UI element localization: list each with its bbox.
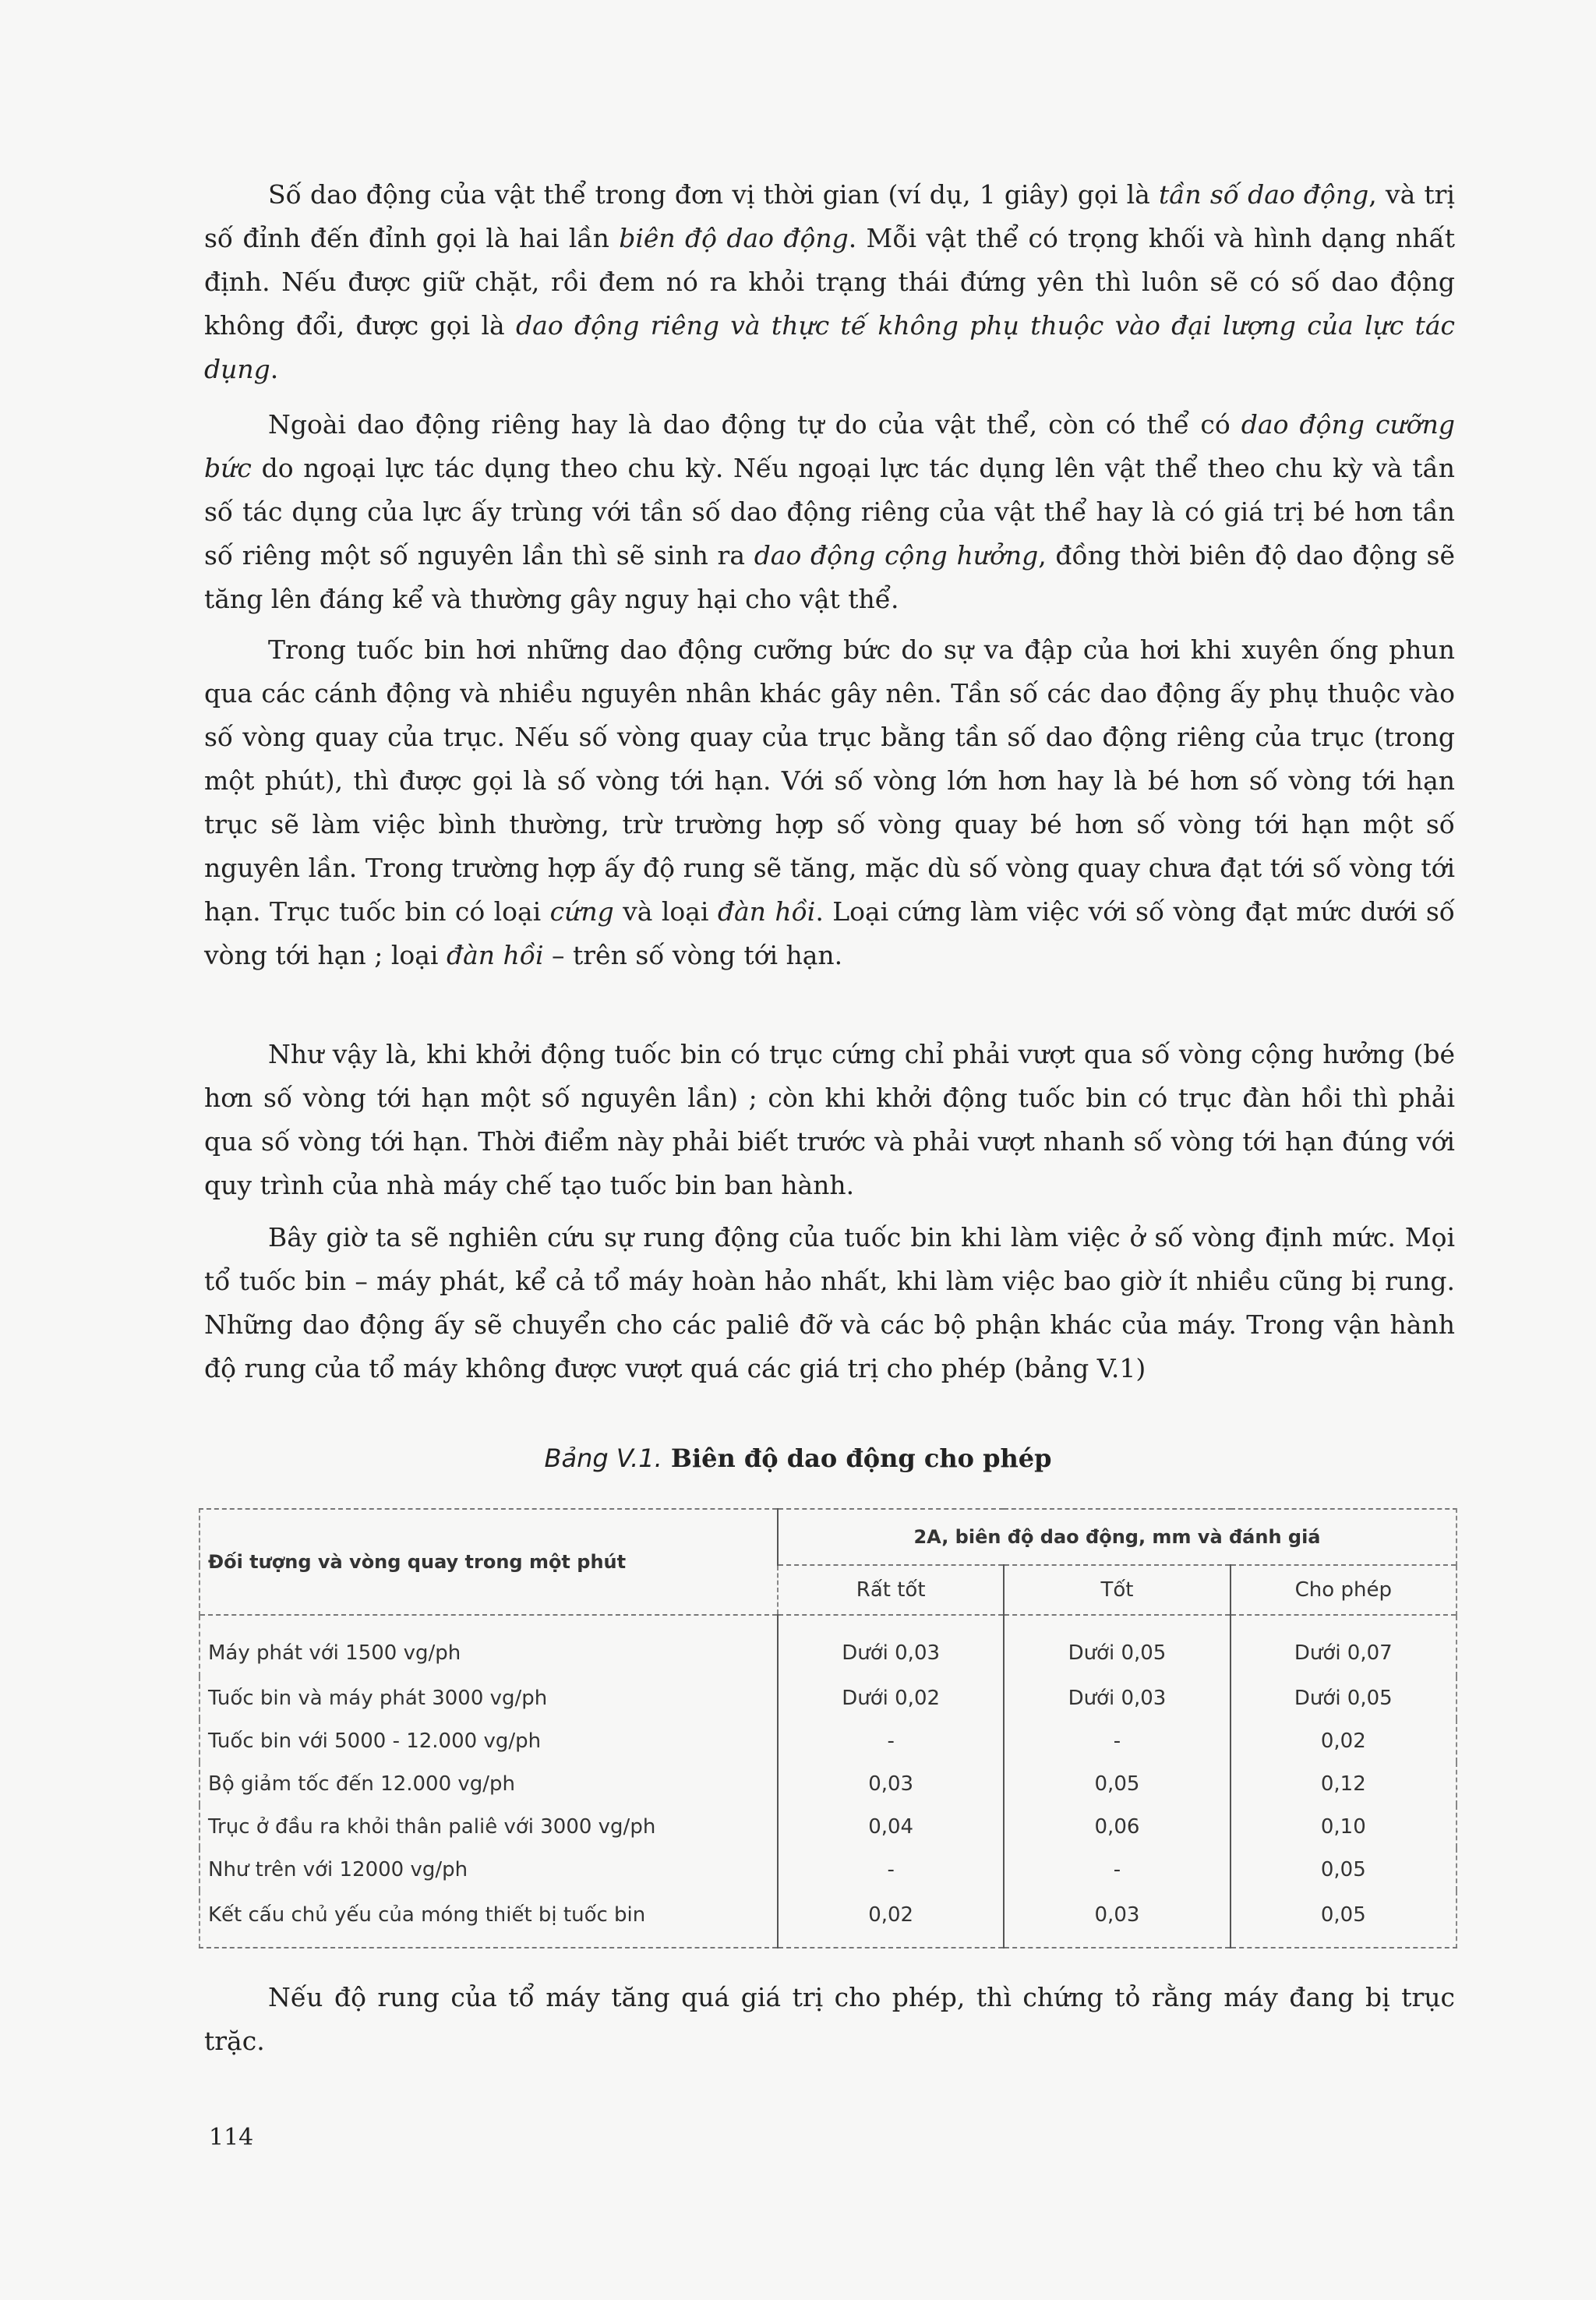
table-row: [200, 1805, 1457, 1848]
p3-text-3: . Loại cứng làm việc với số vòng đạt mức dưới số vòng tới hạn ; loại: [204, 896, 1455, 970]
row-object: Tuốc bin và máy phát 3000 vg/ph: [200, 1676, 778, 1719]
cell-good: Dưới 0,05: [1004, 1615, 1230, 1676]
cell-good: 0,05: [1004, 1762, 1230, 1805]
cell-very-good: 0,02: [778, 1891, 1004, 1948]
vibration-table: [199, 1508, 1457, 1948]
table-caption-title: Biên độ dao động cho phép: [670, 1443, 1052, 1473]
cell-good: 0,03: [1004, 1891, 1230, 1948]
row-object: Kết cấu chủ yếu của móng thiết bị tuốc bin: [200, 1891, 778, 1948]
p2-text-1: Ngoài dao động riêng hay là dao động tự do của vật thể, còn có thể có: [268, 409, 1241, 440]
table-caption: [0, 1443, 1596, 1473]
cell-allowed: Dưới 0,05: [1231, 1676, 1457, 1719]
table-container: [199, 1508, 1457, 1948]
table-row: [200, 1891, 1457, 1948]
header-very-good: Rất tốt: [778, 1565, 1004, 1615]
table-caption-label: Bảng V.1.: [544, 1443, 662, 1473]
paragraph-1: [204, 173, 1455, 391]
p1-text-1: Số dao động của vật thể trong đơn vị thời gian (ví dụ, 1 giây) gọi là: [268, 179, 1159, 210]
header-allowed: Cho phép: [1231, 1565, 1457, 1615]
table-row: [200, 1762, 1457, 1805]
p3-italic-2: đàn hồi: [717, 896, 816, 927]
p1-text-2: , và trị số đỉnh đến đỉnh gọi là hai lần: [204, 179, 1455, 253]
cell-allowed: 0,05: [1231, 1848, 1457, 1891]
cell-very-good: 0,03: [778, 1762, 1004, 1805]
cell-very-good: -: [778, 1719, 1004, 1762]
paragraph-5: Bây giờ ta sẽ nghiên cứu sự rung động của tuốc bin khi làm việc ở số vòng định mức. Mọi tổ tuốc bin – máy phát, kể cả tổ máy hoàn hảo nhất, khi làm việc bao giờ ít nhiều cũng bị rung. Những dao động ấy sẽ chuyển cho các paliê đỡ và các bộ phận khác của máy. Trong vận hành độ rung của tổ máy không được vượt quá các giá trị cho phép (bảng V.1): [204, 1222, 1455, 1383]
row-object: Trục ở đầu ra khỏi thân paliê với 3000 vg/ph: [200, 1805, 778, 1848]
p3-text-4: – trên số vòng tới hạn.: [543, 940, 843, 970]
table-row: [200, 1848, 1457, 1891]
row-object: Bộ giảm tốc đến 12.000 vg/ph: [200, 1762, 778, 1805]
cell-allowed: 0,12: [1231, 1762, 1457, 1805]
cell-very-good: 0,04: [778, 1805, 1004, 1848]
table-row: [200, 1676, 1457, 1719]
p1-italic-2: biên độ dao động: [619, 223, 849, 253]
cell-very-good: Dưới 0,03: [778, 1615, 1004, 1676]
paragraph-4: Như vậy là, khi khởi động tuốc bin có trục cứng chỉ phải vượt qua số vòng cộng hưởng (bé hơn số vòng tới hạn một số nguyên lần) ; còn khi khởi động tuốc bin có trục đàn hồi thì phải qua số vòng tới hạn. Thời điểm này phải biết trước và phải vượt nhanh số vòng tới hạn đúng với quy trình của nhà máy chế tạo tuốc bin ban hành.: [204, 1039, 1455, 1200]
paragraph-6: Nếu độ rung của tổ máy tăng quá giá trị cho phép, thì chứng tỏ rằng máy đang bị trục trặc.: [204, 1982, 1455, 2056]
cell-allowed: 0,05: [1231, 1891, 1457, 1948]
p2-italic-2: dao động cộng hưởng: [754, 540, 1039, 571]
p2-italic-1: dao động cưỡng bức: [204, 409, 1456, 483]
p2-text-2: do ngoại lực tác dụng theo chu kỳ. Nếu ngoại lực tác dụng lên vật thể theo chu kỳ và tần số tác dụng của lực ấy trùng với tần số dao động riêng của vật thể hay là có giá trị bé hơn tần số riêng một số nguyên lần thì sẽ sinh ra: [204, 453, 1455, 571]
header-group: 2A, biên độ dao động, mm và đánh giá: [778, 1509, 1457, 1565]
p1-italic-1: tần số dao động: [1158, 179, 1369, 210]
table-row: [200, 1615, 1457, 1676]
p1-text-4: .: [270, 354, 279, 384]
cell-good: -: [1004, 1719, 1230, 1762]
paragraph-2: [204, 403, 1455, 621]
cell-allowed: 0,10: [1231, 1805, 1457, 1848]
row-object: Máy phát với 1500 vg/ph: [200, 1615, 778, 1676]
page-number: 114: [209, 2124, 254, 2151]
p3-italic-1: cứng: [549, 896, 614, 927]
cell-very-good: Dưới 0,02: [778, 1676, 1004, 1719]
cell-very-good: -: [778, 1848, 1004, 1891]
p2-text-3: , đồng thời biên độ dao động sẽ tăng lên đáng kể và thường gây nguy hại cho vật thể.: [204, 540, 1455, 614]
header-object: Đối tượng và vòng quay trong một phút: [200, 1509, 778, 1615]
paragraph-3: [204, 628, 1455, 977]
p3-text-2: và loại: [613, 896, 718, 927]
cell-allowed: 0,02: [1231, 1719, 1457, 1762]
p3-text-1: Trong tuốc bin hơi những dao động cưỡng bức do sự va đập của hơi khi xuyên ống phun qua các cánh động và nhiều nguyên nhân khác gây nên. Tần số các dao động ấy phụ thuộc vào số vòng quay của trục. Nếu số vòng quay của trục bằng tần số dao động riêng của trục (trong một phút), thì được gọi là số vòng tới hạn. Với số vòng lớn hơn hay là bé hơn số vòng tới hạn trục sẽ làm việc bình thường, trừ trường hợp số vòng quay bé hơn số vòng tới hạn một số nguyên lần. Trong trường hợp ấy độ rung sẽ tăng, mặc dù số vòng quay chưa đạt tới số vòng tới hạn. Trục tuốc bin có loại: [204, 634, 1455, 927]
row-object: Như trên với 12000 vg/ph: [200, 1848, 778, 1891]
cell-good: -: [1004, 1848, 1230, 1891]
table-row: [200, 1719, 1457, 1762]
cell-allowed: Dưới 0,07: [1231, 1615, 1457, 1676]
cell-good: 0,06: [1004, 1805, 1230, 1848]
p3-italic-3: đàn hồi: [446, 940, 544, 970]
cell-good: Dưới 0,03: [1004, 1676, 1230, 1719]
header-good: Tốt: [1004, 1565, 1230, 1615]
row-object: Tuốc bin với 5000 - 12.000 vg/ph: [200, 1719, 778, 1762]
p1-text-3: . Mỗi vật thể có trọng khối và hình dạng nhất định. Nếu được giữ chặt, rồi đem nó ra khỏi trạng thái đứng yên thì luôn sẽ có số dao động không đổi, được gọi là: [204, 223, 1455, 341]
p1-italic-3: dao động riêng và thực tế không phụ thuộc vào đại lượng của lực tác dụng: [204, 310, 1455, 384]
